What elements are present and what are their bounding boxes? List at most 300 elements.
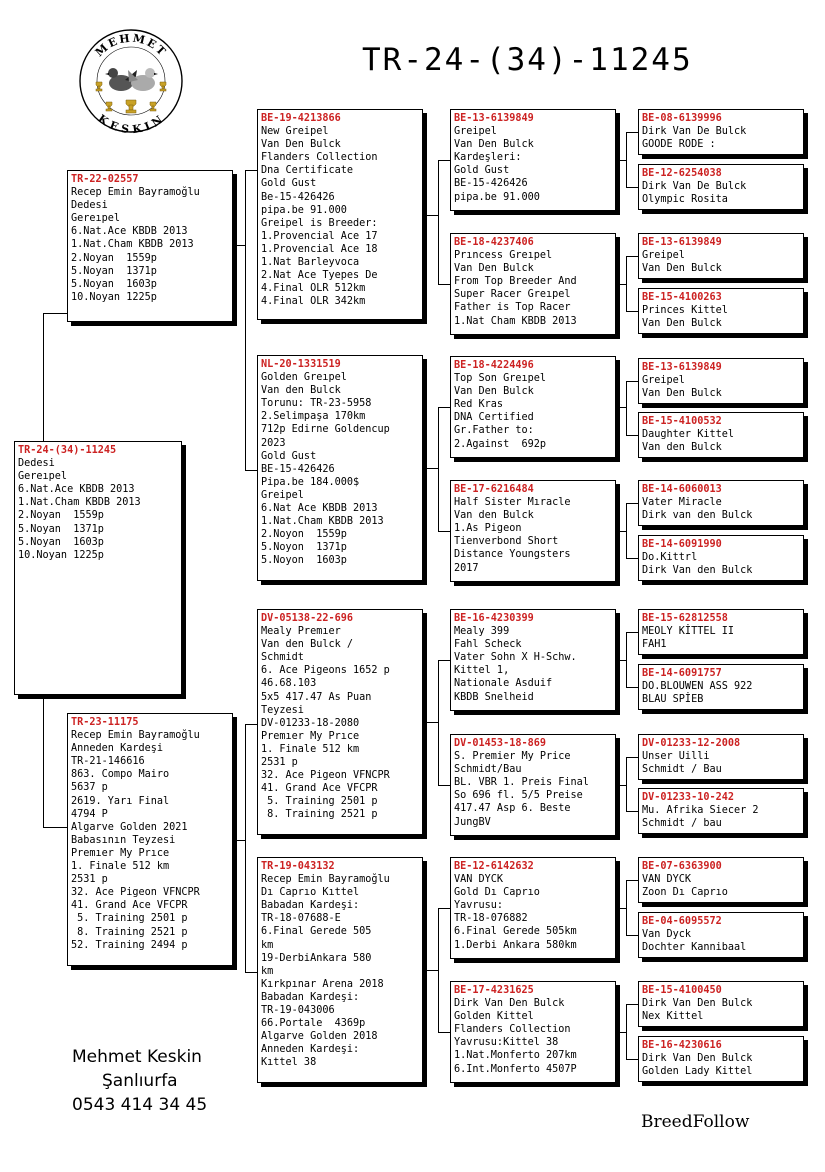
connector-line	[423, 468, 438, 469]
pedigree-line: New Greipel	[261, 126, 329, 138]
connector-line	[626, 132, 638, 133]
dds-box	[450, 857, 616, 959]
pedigree-line: Olympic Rosita	[642, 194, 728, 206]
connector-line	[438, 160, 450, 161]
pedigree-line: 5.Noyon 1371p	[261, 542, 347, 554]
connector-line	[233, 245, 245, 246]
pedigree-line: Babadan Kardeşi:	[261, 900, 360, 912]
pedigree-line: 6.Nat.Ace KBDB 2013	[18, 484, 135, 496]
ring-number: TR-22-02557	[71, 174, 139, 185]
pedigree-line: Gold Gust	[454, 165, 510, 177]
dam-dam-box	[257, 857, 423, 1083]
ring-number: BE-15-4100450	[642, 985, 722, 996]
connector-line	[423, 215, 438, 216]
pedigree-line: Greipel is Breeder:	[261, 217, 378, 229]
ring-number: DV-05138-22-696	[261, 613, 354, 624]
connector-line	[626, 435, 638, 436]
connector-line	[438, 407, 439, 531]
pedigree-line: Vater Sohn X H-Schw.	[454, 652, 577, 664]
pedigree-line: VAN DYCK	[454, 874, 504, 886]
pedigree-line: 4.Final OLR 512km	[261, 283, 366, 295]
brand-label: BreedFollow	[641, 1112, 750, 1132]
ring-number: TR-24-(34)-11245	[18, 445, 117, 456]
connector-line	[245, 724, 257, 725]
pedigree-line: From Top Breeder And	[454, 276, 577, 288]
pedigree-line: Dirk Van Den Bulck	[642, 1053, 753, 1065]
connector-line	[423, 722, 438, 723]
pedigree-line: 712p Edirne Goldencup	[261, 424, 390, 436]
connector-line	[626, 757, 627, 811]
pedigree-line: Van Den Bulck	[454, 386, 534, 398]
connector-line	[245, 972, 257, 973]
connector-line	[43, 827, 67, 828]
gen4-box-6	[638, 412, 804, 458]
pedigree-line: Kıttel 38	[261, 1057, 317, 1069]
ring-number: BE-12-6142632	[454, 861, 534, 872]
pedigree-line: 52. Training 2494 p	[71, 939, 188, 951]
pedigree-line: Schmidt/Bau	[454, 764, 522, 776]
ring-number: TR-23-11175	[71, 717, 139, 728]
pedigree-line: FAH1	[642, 639, 667, 651]
connector-line	[616, 785, 626, 786]
pedigree-line: Yavrusu:Kittel 38	[454, 1037, 559, 1049]
pedigree-line: 5.Noyon 1603p	[261, 555, 347, 567]
pedigree-line: Flanders Collection	[454, 1024, 571, 1036]
connector-line	[626, 256, 627, 311]
page-title: TR-24-(34)-11245	[362, 42, 693, 78]
connector-line	[245, 170, 257, 171]
sss-box	[450, 109, 616, 211]
connector-line	[43, 313, 67, 314]
pedigree-line: Van den Bulck	[642, 442, 722, 454]
gen4-box-13	[638, 857, 804, 903]
ring-number: BE-15-4100263	[642, 292, 722, 303]
pedigree-line: Do.Kittrl	[642, 552, 698, 564]
pedigree-line: Distance Youngsters	[454, 549, 571, 561]
connector-line	[438, 785, 450, 786]
pedigree-line: BL. VBR 1. Preis Final	[454, 777, 589, 789]
pedigree-line: Van Den Bulck	[261, 139, 341, 151]
pedigree-line: Be-15-426426	[261, 191, 335, 203]
pedigree-line: Van Den Bulck	[642, 318, 722, 330]
connector-line	[626, 687, 638, 688]
pedigree-line: 10.Noyan 1225p	[18, 549, 104, 561]
pedigree-line: Yavrusu:	[454, 900, 504, 912]
connector-line	[438, 531, 450, 532]
pedigree-line: 1.Derbi Ankara 580km	[454, 939, 577, 951]
ring-number: TR-19-043132	[261, 861, 335, 872]
ring-number: BE-18-4237406	[454, 237, 534, 248]
pedigree-line: JungВV	[454, 816, 491, 828]
pedigree-line: 6.Nat Ace KBDB 2013	[261, 503, 378, 515]
ring-number: BE-13-6139849	[642, 237, 722, 248]
pedigree-line: Greipel	[261, 489, 304, 501]
pedigree-line: DV-01233-18-2080	[261, 717, 360, 729]
pedigree-line: 1.Nat.Monferto 207km	[454, 1050, 577, 1062]
pedigree-line: Greipel	[454, 126, 497, 138]
pedigree-line: Pipa.be 184.000$	[261, 476, 360, 488]
pedigree-line: Greipel	[642, 250, 685, 262]
connector-line	[233, 840, 245, 841]
pedigree-line: Babasının Teyzesi	[71, 834, 176, 846]
pedigree-line: TR-18-07688-E	[261, 913, 341, 925]
pedigree-line: Gereıpel	[18, 471, 68, 483]
connector-line	[438, 908, 439, 1032]
pedigree-line: Golden Kittel	[454, 1011, 534, 1023]
ring-number: BE-12-6254038	[642, 168, 722, 179]
connector-line	[626, 880, 627, 935]
ring-number: NL-20-1331519	[261, 359, 341, 370]
pedigree-line: Recep Emin Bayramoğlu	[71, 187, 200, 199]
connector-line	[626, 187, 638, 188]
pedigree-line: 66.Portale 4369p	[261, 1018, 366, 1030]
pedigree-line: Kardeşleri:	[454, 152, 522, 164]
connector-line	[616, 160, 626, 161]
pedigree-line: Teyzesi	[261, 704, 304, 716]
pedigree-line: Golden Greıpel	[261, 372, 347, 384]
connector-line	[626, 381, 627, 435]
connector-line	[626, 381, 638, 382]
pedigree-line: Princes Kittel	[642, 305, 728, 317]
ring-number: BE-17-4231625	[454, 985, 534, 996]
gen4-box-3	[638, 233, 804, 279]
pedigree-line: 4794 P	[71, 808, 108, 820]
pedigree-line: Gold Gust	[261, 178, 317, 190]
pedigree-line: Algarve Golden 2021	[71, 821, 188, 833]
dss-box	[450, 609, 616, 711]
connector-line	[626, 256, 638, 257]
pedigree-line: Tienverbond Short	[454, 536, 559, 548]
pedigree-line: 1. Finale 512 km	[71, 861, 170, 873]
pedigree-line: Dirk Van Den Bulck	[454, 998, 565, 1010]
pedigree-line: 1.Nat Cham KBDB 2013	[454, 315, 577, 327]
connector-line	[626, 1004, 627, 1059]
connector-line	[616, 531, 626, 532]
pedigree-line: Schmidt / bau	[642, 818, 722, 830]
gen4-box-5	[638, 358, 804, 404]
pedigree-line: pipa.be 91.000	[261, 204, 347, 216]
pedigree-line: Nationale Asduif	[454, 678, 553, 690]
pedigree-line: Dı Caprıo Kıttel	[261, 887, 360, 899]
pedigree-line: Premıer My Prıce	[71, 847, 170, 859]
pedigree-line: 32. Ace Pigeon VFNCPR	[261, 770, 390, 782]
pedigree-line: Daughter Kittel	[642, 429, 735, 441]
pedigree-line: 2.Noyan 1559p	[18, 510, 104, 522]
pedigree-line: Super Racer Greıpel	[454, 289, 571, 301]
owner-name: Mehmet Keskin	[72, 1047, 202, 1067]
connector-line	[626, 311, 638, 312]
pedigree-line: Gold Gust	[261, 450, 317, 462]
pedigree-line: Mu. Afrika Siecer 2	[642, 805, 759, 817]
connector-line	[438, 407, 450, 408]
pedigree-line: 1.Nat.Cham KBDB 2013	[18, 497, 141, 509]
pedigree-line: 1.Nat.Cham KBDB 2013	[261, 516, 384, 528]
pedigree-line: BLAU SPİEB	[642, 694, 704, 706]
pedigree-line: Vater Miracle	[642, 497, 722, 509]
owner-city: Şanlıurfa	[102, 1071, 178, 1091]
pedigree-line: Top Son Greıpel	[454, 373, 547, 385]
pedigree-line: Dirk Van De Bulck	[642, 181, 747, 193]
pedigree-line: 6. Ace Pigeons 1652 p	[261, 665, 390, 677]
pedigree-line: Golden Lady Kittel	[642, 1066, 753, 1078]
pedigree-line: 6.Final Gerede 505	[261, 926, 372, 938]
pedigree-line: Premıer My Prıce	[261, 730, 360, 742]
connector-line	[616, 1032, 626, 1033]
connector-line	[245, 724, 246, 972]
connector-line	[616, 908, 626, 909]
pedigree-line: 1.Nat Barleyvoca	[261, 257, 360, 269]
pedigree-line: Flanders Collection	[261, 152, 378, 164]
connector-line	[245, 470, 257, 471]
pedigree-line: 5. Training 2501 p	[71, 913, 188, 925]
gen4-box-10	[638, 664, 804, 710]
connector-line	[626, 132, 627, 187]
pedigree-line: Schmidt / Bau	[642, 764, 722, 776]
ring-number: DV-01453-18-869	[454, 738, 547, 749]
pedigree-line: 5637 p	[71, 782, 108, 794]
pedigree-line: 2017	[454, 562, 479, 574]
pedigree-line: 10.Noyan 1225p	[71, 291, 157, 303]
dam-box	[67, 713, 233, 966]
logo-bottom-text: KESKIN	[95, 112, 167, 134]
gen4-box-12	[638, 788, 804, 834]
pedigree-line: 5x5 417.47 As Puan	[261, 691, 372, 703]
pedigree-line: S. Premier My Price	[454, 751, 571, 763]
pedigree-line: Dirk Van den Bulck	[642, 565, 753, 577]
connector-line	[245, 170, 246, 470]
ring-number: BE-13-6139849	[454, 113, 534, 124]
pedigree-line: 5.Noyan 1603p	[18, 536, 104, 548]
pedigree-line: 1. Finale 512 km	[261, 743, 360, 755]
ring-number: BE-08-6139996	[642, 113, 722, 124]
connector-line	[616, 407, 626, 408]
connector-line	[616, 284, 626, 285]
pedigree-line: 6.Nat.Ace KBDB 2013	[71, 226, 188, 238]
pedigree-line: TR-19-043006	[261, 1005, 335, 1017]
gen4-box-16	[638, 1036, 804, 1082]
subject-box	[14, 441, 182, 695]
connector-line	[438, 660, 450, 661]
pedigree-line: 41. Grand Ace VFCPR	[261, 783, 378, 795]
ring-number: BE-15-4100532	[642, 416, 722, 427]
pedigree-line: Dedesi	[18, 458, 55, 470]
ring-number: DV-01233-10-242	[642, 792, 735, 803]
connector-line	[626, 632, 638, 633]
pedigree-line: Recep Emin Bayramoğlu	[261, 874, 390, 886]
connector-line	[626, 503, 638, 504]
pedigree-line: TR-18-076882	[454, 913, 528, 925]
pedigree-line: Red Kras	[454, 399, 504, 411]
connector-line	[438, 284, 450, 285]
pedigree-line: Gr.Father to:	[454, 425, 534, 437]
connector-line	[423, 970, 438, 971]
pedigree-line: Dirk Van De Bulck	[642, 126, 747, 138]
pedigree-line: MEOLY KİTTEL II	[642, 626, 735, 638]
ring-number: BE-16-4230399	[454, 613, 534, 624]
connector-line	[626, 503, 627, 558]
sire-sire-box	[257, 109, 423, 320]
connector-line	[626, 1059, 638, 1060]
pedigree-line: 6.Int.Monferto 4507P	[454, 1063, 577, 1075]
breeder-logo	[78, 28, 184, 134]
pedigree-line: Van den Bulck /	[261, 639, 354, 651]
pedigree-line: Schmidt	[261, 652, 304, 664]
pedigree-line: VAN DYCK	[642, 874, 692, 886]
pedigree-line: 2.Nat Ace Tyepes De	[261, 270, 378, 282]
pedigree-line: 2531 p	[71, 874, 108, 886]
sire-dam-box	[257, 355, 423, 581]
ring-number: BE-07-6363900	[642, 861, 722, 872]
pedigree-line: 1.As Pigeon	[454, 523, 522, 535]
pedigree-line: Van Den Bulck	[454, 139, 534, 151]
ring-number: BE-13-6139849	[642, 362, 722, 373]
pedigree-line: KBDB Snelheid	[454, 691, 534, 703]
gen4-box-14	[638, 912, 804, 958]
pedigree-line: Mealy Premıer	[261, 626, 341, 638]
pedigree-line: BE-15-426426	[454, 178, 528, 190]
pedigree-line: 2.Selimpaşa 170km	[261, 411, 366, 423]
pedigree-line: GOODE RODE :	[642, 139, 716, 151]
pedigree-line: Kırkpınar Arena 2018	[261, 978, 384, 990]
connector-line	[626, 558, 638, 559]
pedigree-line: Fahl Scheck	[454, 639, 522, 651]
pedigree-line: Gold Dı Caprıo	[454, 887, 540, 899]
pedigree-line: DNA Certified	[454, 412, 534, 424]
connector-line	[438, 660, 439, 785]
dsd-box	[450, 734, 616, 836]
sds-box	[450, 356, 616, 458]
pedigree-line: 1.Provencial Ace 18	[261, 243, 378, 255]
sire-box	[67, 170, 233, 322]
pedigree-line: 2.Noyon 1559p	[261, 529, 347, 541]
pedigree-line: Recep Emin Bayramoğlu	[71, 730, 200, 742]
owner-contact	[72, 1045, 207, 1117]
pedigree-line: km	[261, 965, 274, 977]
connector-line	[438, 160, 439, 284]
connector-line	[626, 1004, 638, 1005]
logo-top-text: MEHMET	[92, 31, 170, 60]
pedigree-line: Dna Certificate	[261, 165, 354, 177]
pedigree-line: TR-21-146616	[71, 756, 145, 768]
pedigree-line: Torunu: TR-23-5958	[261, 398, 372, 410]
ring-number: BE-17-6216484	[454, 484, 534, 495]
ring-number: BE-14-6091990	[642, 539, 722, 550]
pedigree-line: 32. Ace Pigeon VFNCPR	[71, 887, 200, 899]
pedigree-line: 5.Noyan 1371p	[71, 265, 157, 277]
gen4-box-15	[638, 981, 804, 1027]
dam-sire-box	[257, 609, 423, 835]
pedigree-line: 4.Final OLR 342km	[261, 296, 366, 308]
pedigree-line: pipa.be 91.000	[454, 191, 540, 203]
pedigree-line: Nex Kittel	[642, 1011, 704, 1023]
connector-line	[438, 908, 450, 909]
gen4-box-2	[638, 164, 804, 210]
pedigree-line: km	[261, 939, 274, 951]
pedigree-line: 1.Provencial Ace 17	[261, 230, 378, 242]
ring-number: BE-14-6060013	[642, 484, 722, 495]
pedigree-line: Van Dyck	[642, 929, 692, 941]
pedigree-line: 2.Noyan 1559p	[71, 252, 157, 264]
pedigree-line: 19-DerbiAnkara 580	[261, 952, 372, 964]
pedigree-line: Half Sister Mıracle	[454, 497, 571, 509]
pedigree-line: 41. Grand Ace VFCPR	[71, 900, 188, 912]
pedigree-line: 5.Noyan 1371p	[18, 523, 104, 535]
ring-number: BE-16-4230616	[642, 1040, 722, 1051]
pedigree-line: Father is Top Racer	[454, 302, 571, 314]
connector-line	[626, 935, 638, 936]
pedigree-line: Greipel	[642, 375, 685, 387]
pedigree-line: 5. Training 2501 p	[261, 796, 378, 808]
gen4-box-4	[638, 288, 804, 334]
pedigree-line: Van den Bulck	[261, 385, 341, 397]
pedigree-line: Van den Bulck	[454, 510, 534, 522]
pedigree-line: Mealy 399	[454, 626, 510, 638]
connector-line	[626, 757, 638, 758]
connector-line	[626, 811, 638, 812]
pedigree-line: Babadan Kardeşi:	[261, 991, 360, 1003]
ring-number: DV-01233-12-2008	[642, 738, 741, 749]
pedigree-line: Unser Uilli	[642, 751, 710, 763]
connector-line	[626, 880, 638, 881]
owner-phone: 0543 414 34 45	[72, 1095, 208, 1115]
gen4-box-9	[638, 609, 804, 655]
pedigree-line: 863. Compo Mairo	[71, 769, 170, 781]
pedigree-line: Zoon Dı Caprıo	[642, 887, 728, 899]
ssd-box	[450, 233, 616, 335]
pedigree-line: Van Den Bulck	[642, 388, 722, 400]
pedigree-line: Anneden Kardeşi:	[261, 1044, 360, 1056]
pedigree-line: 5.Noyan 1603p	[71, 278, 157, 290]
pedigree-line: 417.47 Asp 6. Beste	[454, 803, 571, 815]
connector-line	[438, 1032, 450, 1033]
pedigree-line: 2.Against 692p	[454, 438, 547, 450]
ddd-box	[450, 981, 616, 1083]
gen4-box-1	[638, 109, 804, 155]
pedigree-line: Kittel 1,	[454, 665, 510, 677]
pedigree-line: 46.68.103	[261, 678, 317, 690]
sdd-box	[450, 480, 616, 582]
pedigree-line: Anneden Kardeşi	[71, 743, 164, 755]
gen4-box-8	[638, 535, 804, 581]
pedigree-line: 1.Nat.Cham KBDB 2013	[71, 239, 194, 251]
pedigree-line: 2619. Yarı Final	[71, 795, 170, 807]
pedigree-line: 2531 p	[261, 757, 298, 769]
pedigree-line: So 696 fl. 5/5 Preise	[454, 790, 583, 802]
pedigree-line: DO.BLOUWEN ASS 922	[642, 681, 753, 693]
ring-number: BE-14-6091757	[642, 668, 722, 679]
pedigree-line: Dedesi	[71, 200, 108, 212]
pedigree-line: Van Den Bulck	[454, 263, 534, 275]
pedigree-line: Prıncess Greıpel	[454, 250, 553, 262]
pedigree-line: 8. Training 2521 p	[261, 809, 378, 821]
ring-number: BE-04-6095572	[642, 916, 722, 927]
ring-number: BE-18-4224496	[454, 360, 534, 371]
pedigree-line: Gereıpel	[71, 213, 121, 225]
ring-number: BE-19-4213866	[261, 113, 341, 124]
gen4-box-7	[638, 480, 804, 526]
connector-line	[626, 632, 627, 687]
pedigree-line: Dirk Van Den Bulck	[642, 998, 753, 1010]
connector-line	[616, 660, 626, 661]
pedigree-line: Algarve Golden 2018	[261, 1031, 378, 1043]
pedigree-line: Dirk van den Bulck	[642, 510, 753, 522]
pedigree-line: Dochter Kannibaal	[642, 942, 747, 954]
ring-number: BE-15-62812558	[642, 613, 728, 624]
pedigree-line: 8. Training 2521 p	[71, 926, 188, 938]
pedigree-line: Van Den Bulck	[642, 263, 722, 275]
gen4-box-11	[638, 734, 804, 780]
pedigree-line: 6.Final Gerede 505km	[454, 926, 577, 938]
